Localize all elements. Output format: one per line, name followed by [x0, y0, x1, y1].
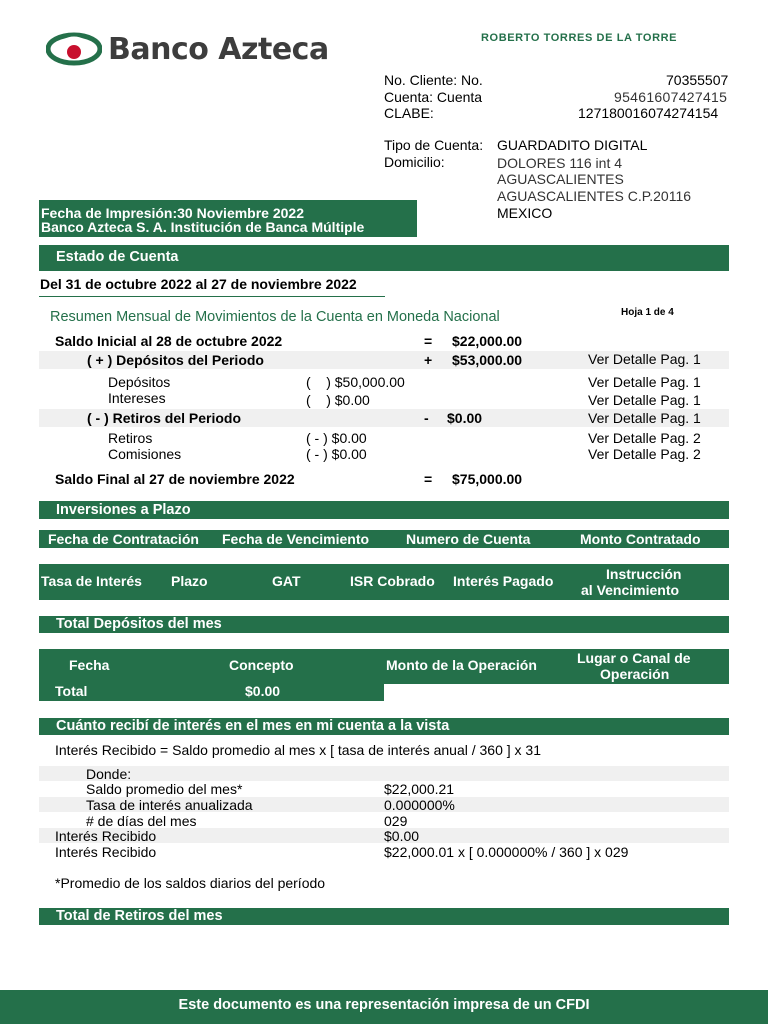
tasa-interes-value: 0.000000%	[384, 797, 455, 813]
col-plazo: Plazo	[171, 573, 208, 589]
clabe-value: 127180016074274154	[578, 105, 719, 121]
depositos-label: Depósitos	[108, 374, 171, 390]
interes-title: Cuánto recibí de interés en el mes en mi cuenta a la vista	[56, 718, 450, 734]
retiros-value: ( - ) $0.00	[306, 430, 367, 446]
saldo-inicial-op: =	[424, 333, 433, 349]
saldo-final-value: $75,000.00	[452, 471, 523, 487]
comisiones-value: ( - ) $0.00	[306, 446, 367, 462]
col-instruccion-line2: al Vencimiento	[581, 582, 680, 598]
depositos-periodo-ref: Ver Detalle Pag. 1	[588, 351, 701, 367]
clabe-label: CLABE:	[384, 105, 434, 121]
saldo-promedio-value: $22,000.21	[384, 781, 455, 797]
no-cliente-value: 70355507	[666, 72, 729, 88]
domicilio-label: Domicilio:	[384, 154, 445, 170]
intereses-value: ( ) $0.00	[306, 392, 370, 408]
bank-logo-text: Banco Azteca	[108, 32, 329, 67]
retiros-periodo-value: $0.00	[447, 410, 483, 426]
domicilio-line: DOLORES 116 int 4	[497, 155, 623, 171]
donde-label: Donde:	[86, 766, 132, 782]
col-lugar-line2: Operación	[600, 666, 670, 682]
domicilio-line: MEXICO	[497, 205, 553, 221]
bank-logo-icon	[46, 32, 102, 66]
col-monto-contratado: Monto Contratado	[580, 531, 701, 547]
print-date: Fecha de Impresión:30 Noviembre 2022	[41, 205, 304, 221]
tipo-cuenta-label: Tipo de Cuenta:	[384, 137, 484, 153]
depositos-periodo-op: +	[424, 352, 433, 368]
retiros-ref: Ver Detalle Pag. 2	[588, 430, 701, 446]
resumen-title: Resumen Mensual de Movimientos de la Cuenta en Moneda Nacional	[50, 309, 500, 325]
interes-formula: Interés Recibido = Saldo promedio al mes x [ tasa de interés anual / 360 ] x 31	[55, 742, 542, 758]
client-name: ROBERTO TORRES DE LA TORRE	[481, 32, 678, 44]
col-fecha: Fecha	[69, 657, 110, 673]
retiros-label: Retiros	[108, 430, 153, 446]
col-gat: GAT	[272, 573, 301, 589]
comisiones-ref: Ver Detalle Pag. 2	[588, 446, 701, 462]
col-fecha-vencimiento: Fecha de Vencimiento	[222, 531, 370, 547]
col-numero-cuenta: Numero de Cuenta	[406, 531, 531, 547]
depositos-periodo-value: $53,000.00	[452, 352, 523, 368]
footer-text: Este documento es una representación impresa de un CFDI	[178, 997, 590, 1013]
depositos-total-row	[39, 684, 384, 701]
inversiones-title: Inversiones a Plazo	[56, 502, 191, 518]
col-isr-cobrado: ISR Cobrado	[350, 573, 435, 589]
no-cliente-label: No. Cliente: No.	[384, 72, 483, 88]
interes-recibido-value: $0.00	[384, 828, 420, 844]
col-lugar-line1: Lugar o Canal de	[577, 650, 691, 666]
tasa-interes-label: Tasa de interés anualizada	[86, 797, 253, 813]
tipo-cuenta-value: GUARDADITO DIGITAL	[497, 137, 648, 153]
retiros-periodo-op: -	[424, 410, 429, 426]
depositos-periodo-label: ( + ) Depósitos del Periodo	[87, 352, 264, 368]
col-tasa-interes: Tasa de Interés	[41, 573, 142, 589]
dias-mes-value: 029	[384, 813, 408, 829]
depositos-value: ( ) $50,000.00	[306, 374, 405, 390]
domicilio-line: AGUASCALIENTES	[497, 171, 624, 187]
depositos-total-value: $0.00	[245, 683, 281, 699]
retiros-periodo-ref: Ver Detalle Pag. 1	[588, 410, 701, 426]
bank-legal-name: Banco Azteca S. A. Institución de Banca Múltiple	[41, 219, 365, 235]
comisiones-label: Comisiones	[108, 446, 182, 462]
domicilio-line: AGUASCALIENTES C.P.20116	[497, 188, 692, 204]
saldo-final-op: =	[424, 471, 433, 487]
statement-period: Del 31 de octubre 2022 al 27 de noviembre 2022	[40, 276, 357, 292]
saldo-promedio-label: Saldo promedio del mes*	[86, 781, 243, 797]
dias-mes-label: # de días del mes	[86, 813, 197, 829]
col-instruccion-line1: Instrucción	[606, 566, 682, 582]
promedio-footnote: *Promedio de los saldos diarios del período	[55, 875, 326, 891]
saldo-inicial-label: Saldo Inicial al 28 de octubre 2022	[55, 333, 283, 349]
col-interes-pagado: Interés Pagado	[453, 573, 554, 589]
interes-row-bg	[39, 766, 729, 781]
interes-recibido-calc-label: Interés Recibido	[55, 844, 157, 860]
total-retiros-title: Total de Retiros del mes	[56, 908, 223, 924]
interes-recibido-label: Interés Recibido	[55, 828, 157, 844]
page-number: Hoja 1 de 4	[621, 307, 674, 318]
saldo-final-label: Saldo Final al 27 de noviembre 2022	[55, 471, 295, 487]
interes-recibido-calc: $22,000.01 x [ 0.000000% / 360 ] x 029	[384, 844, 629, 860]
intereses-label: Intereses	[108, 390, 166, 406]
col-monto-operacion: Monto de la Operación	[386, 657, 537, 673]
cuenta-value: 95461607427415	[614, 89, 728, 105]
total-depositos-title: Total Depósitos del mes	[56, 616, 222, 632]
col-concepto: Concepto	[229, 657, 294, 673]
col-fecha-contratacion: Fecha de Contratación	[48, 531, 199, 547]
depositos-total-label: Total	[55, 683, 88, 699]
period-underline	[39, 296, 385, 297]
cuenta-label: Cuenta: Cuenta	[384, 89, 483, 105]
saldo-inicial-value: $22,000.00	[452, 333, 523, 349]
intereses-ref: Ver Detalle Pag. 1	[588, 392, 701, 408]
depositos-ref: Ver Detalle Pag. 1	[588, 374, 701, 390]
retiros-periodo-label: ( - ) Retiros del Periodo	[87, 410, 242, 426]
estado-cuenta-title: Estado de Cuenta	[56, 249, 179, 265]
